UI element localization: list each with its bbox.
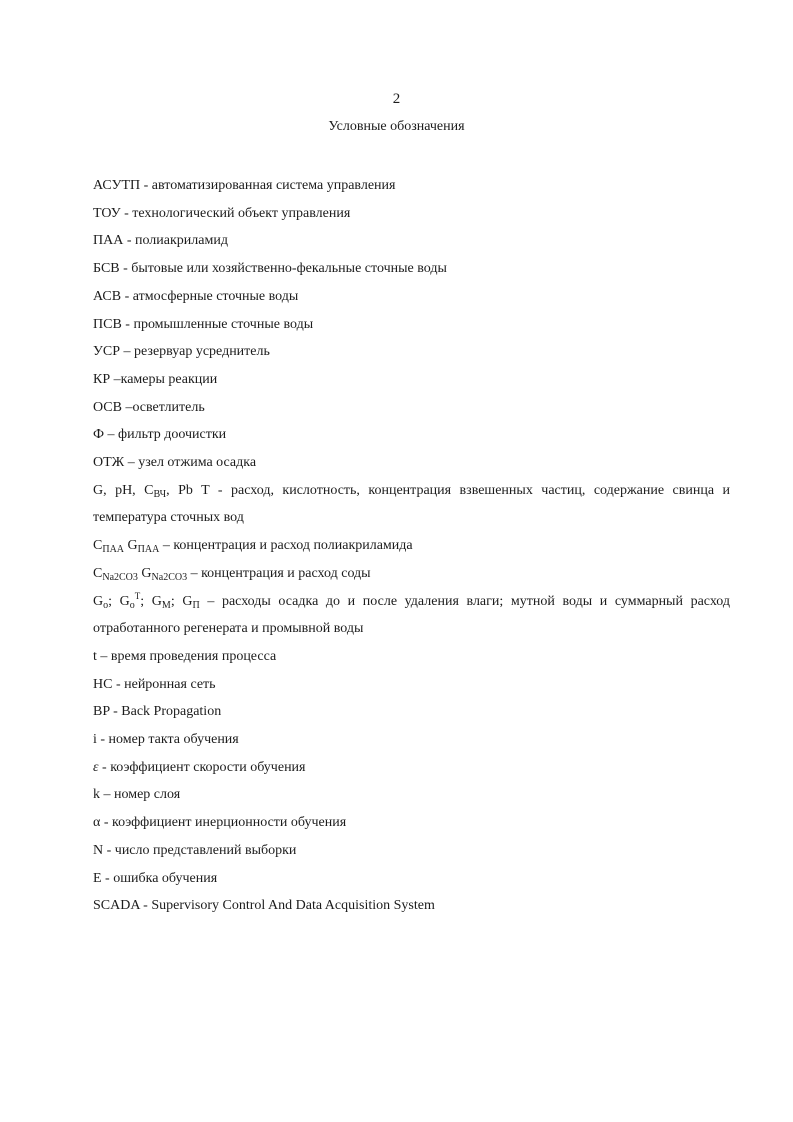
glossary-entry-psv: ПСВ - промышленные сточные воды — [93, 316, 314, 332]
paa-flow-text: – концентрация и расход полиакриламида — [159, 538, 413, 554]
glossary-entry-soda-flow — [93, 560, 730, 588]
page-title: Условные обозначения — [328, 119, 465, 134]
subscript-vch: ВЧ — [153, 488, 167, 500]
symbol-g-ph-c: G, pH, C — [93, 482, 154, 498]
glossary-entry-i: i - номер такта обучения — [93, 732, 239, 748]
glossary-entry-epsilon — [93, 754, 730, 782]
process-params-text: , Pb T - расход, кислотность, концентрация взвешенных частиц, содержание свинца и температура сточных вод — [93, 482, 730, 526]
glossary-entry-osv: ОСВ –осветлитель — [93, 399, 205, 415]
epsilon-symbol: ε — [93, 759, 99, 775]
glossary-entry-alpha: α - коэффициент инерционности обучения — [93, 815, 347, 831]
glossary-entry-t: t – время проведения процесса — [93, 648, 277, 664]
glossary-entry-hc: НС - нейронная сеть — [93, 676, 216, 692]
subscript-o: о — [103, 599, 109, 611]
glossary-entry-otzh: ОТЖ – узел отжима осадка — [93, 455, 257, 471]
glossary-entry-paa-flow — [93, 532, 730, 560]
glossary-entry-asutp: АСУТП - автоматизированная система управления — [93, 178, 396, 193]
glossary-entry-bp: BP - Back Propagation — [93, 704, 222, 720]
glossary-entry-sludge-flows — [93, 588, 730, 643]
glossary-entry-tou: ТОУ - технологический объект управления — [93, 205, 351, 221]
symbol-g: G — [137, 565, 152, 581]
subscript-paa: ПАА — [137, 544, 160, 556]
glossary-entry-asv: АСВ - атмосферные сточные воды — [93, 288, 299, 304]
subscript-na2co3: Na2CO3 — [102, 571, 138, 583]
subscript-na2co3: Na2CO3 — [151, 571, 188, 583]
page-number: 2 — [392, 91, 401, 107]
subscript-o: о — [129, 599, 135, 611]
glossary-entry-scada: SCADA - Supervisory Control And Data Acquisition System — [93, 898, 435, 914]
glossary-entry-paa: ПАА - полиакриламид — [93, 233, 228, 249]
glossary-entry-e: E - ошибка обучения — [93, 870, 218, 886]
glossary-entry-usr: УСР – резервуар усреднитель — [93, 344, 270, 360]
glossary-entry-f: Ф – фильтр доочистки — [93, 427, 227, 443]
subscript-m: М — [161, 599, 171, 611]
subscript-p: П — [192, 599, 200, 611]
sludge-flows-text: – расходы осадка до и после удаления влаги; мутной воды и суммарный расход отработанного регенерата и промывной воды — [93, 593, 731, 637]
separator-g: ; G — [140, 593, 162, 609]
symbol-g: G — [93, 593, 104, 609]
glossary-list — [93, 172, 730, 920]
separator-g: ; G — [108, 593, 130, 609]
symbol-c: C — [93, 538, 103, 554]
symbol-c: C — [93, 565, 103, 581]
symbol-g: G — [124, 538, 138, 554]
glossary-entry-k: k – номер слоя — [93, 787, 181, 803]
subscript-paa: ПАА — [102, 544, 125, 556]
glossary-entry-bsv: БСВ - бытовые или хозяйственно-фекальные сточные воды — [93, 261, 447, 277]
superscript-t: Т — [134, 590, 141, 601]
separator-g: ; G — [170, 593, 193, 609]
glossary-entry-process-params — [93, 477, 730, 532]
glossary-entry-n: N - число представлений выборки — [93, 842, 297, 858]
epsilon-text: - коэффициент скорости обучения — [98, 759, 306, 775]
glossary-entry-kr: КР –камеры реакции — [93, 371, 218, 387]
soda-flow-text: – концентрация и расход соды — [187, 565, 371, 581]
